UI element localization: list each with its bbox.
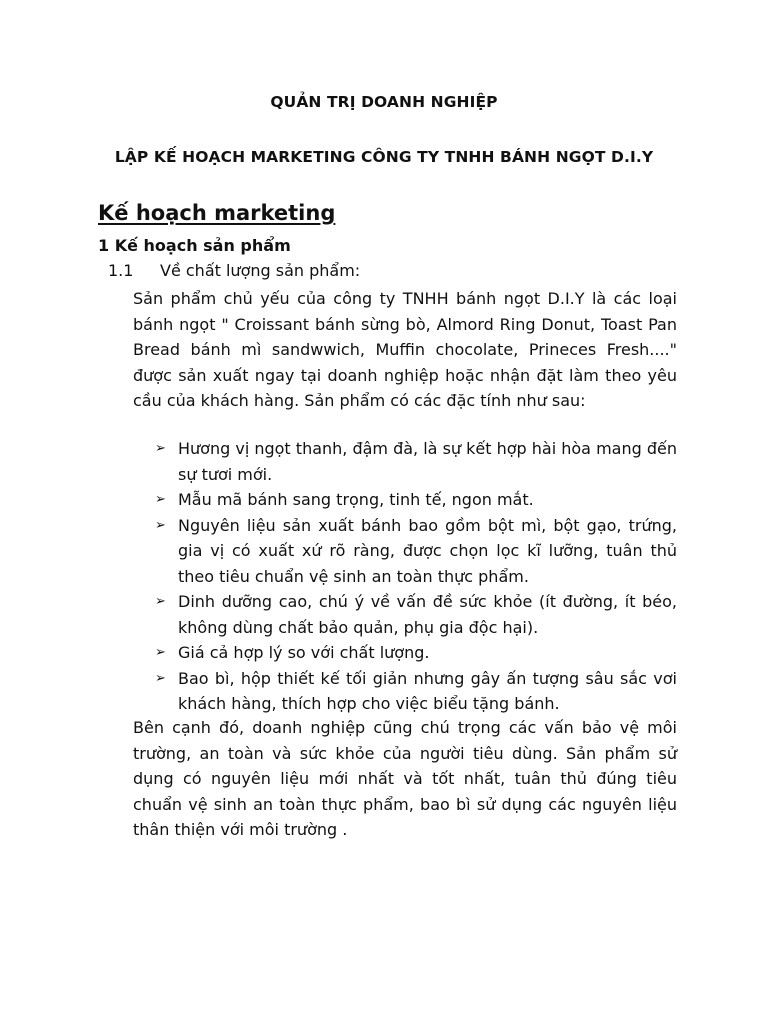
arrow-bullet-icon: ➢: [155, 645, 166, 660]
document-subtitle: LẬP KẾ HOẠCH MARKETING CÔNG TY TNHH BÁNH NGỌT D.I.Y: [114, 148, 654, 166]
list-item: [155, 666, 677, 717]
arrow-bullet-icon: ➢: [155, 492, 166, 507]
list-item: [155, 640, 677, 666]
section-heading: Kế hoạch marketing: [98, 201, 336, 225]
list-item-text: Mẫu mã bánh sang trọng, tinh tế, ngon mắt.: [178, 490, 534, 509]
list-item: [155, 436, 677, 487]
list-item: [155, 487, 677, 513]
arrow-bullet-icon: ➢: [155, 594, 166, 609]
feature-list: [155, 436, 677, 717]
document-title: QUẢN TRỊ DOANH NGHIỆP: [270, 93, 498, 111]
list-item: [155, 589, 677, 640]
list-item-text: Dinh dưỡng cao, chú ý về vấn đề sức khỏe (ít đường, ít béo, không dùng chất bảo quản, phụ gia độc hại).: [178, 592, 677, 637]
paragraph-intro: Sản phẩm chủ yếu của công ty TNHH bánh ngọt D.I.Y là các loại bánh ngọt " Croissant bánh sừng bò, Almord Ring Donut, Toast Pan Bread bánh mì sandwwich, Muffin chocolate, Prineces Fresh...." được sản xuất ngay tại doanh nghiệp hoặc nhận đặt làm theo yêu cầu của khách hàng. Sản phẩm có các đặc tính như sau:: [133, 289, 677, 410]
paragraph-closing: Bên cạnh đó, doanh nghiệp cũng chú trọng các vấn bảo vệ môi trường, an toàn và sức khỏe của người tiêu dùng. Sản phẩm sử dụng có nguyên liệu mới nhất và tốt nhất, tuân thủ đúng tiêu chuẩn vệ sinh an toàn thực phẩm, bao bì sử dụng các nguyên liệu thân thiện với môi trường .: [133, 718, 677, 839]
list-item-text: Nguyên liệu sản xuất bánh bao gồm bột mì, bột gạo, trứng, gia vị có xuất xứ rõ ràng, được chọn lọc kĩ lưỡng, tuân thủ theo tiêu chuẩn vệ sinh an toàn thực phẩm.: [178, 515, 677, 586]
arrow-bullet-icon: ➢: [155, 517, 166, 533]
list-item-text: Bao bì, hộp thiết kế tối giản nhưng gây ấn tượng sâu sắc vơi khách hàng, thích hợp cho việc biểu tặng bánh.: [178, 668, 677, 713]
arrow-bullet-icon: ➢: [155, 441, 166, 456]
arrow-bullet-icon: ➢: [155, 670, 166, 686]
list-item-text: Hương vị ngọt thanh, đậm đà, là sự kết hợp hài hòa mang đến sự tươi mới.: [178, 439, 677, 484]
item-title: Về chất lượng sản phẩm:: [160, 261, 361, 280]
item-number: 1.1: [108, 261, 134, 280]
list-item: [155, 513, 677, 590]
list-item-text: Giá cả hợp lý so với chất lượng.: [178, 643, 430, 662]
subsection-heading: 1 Kế hoạch sản phẩm: [98, 236, 291, 255]
